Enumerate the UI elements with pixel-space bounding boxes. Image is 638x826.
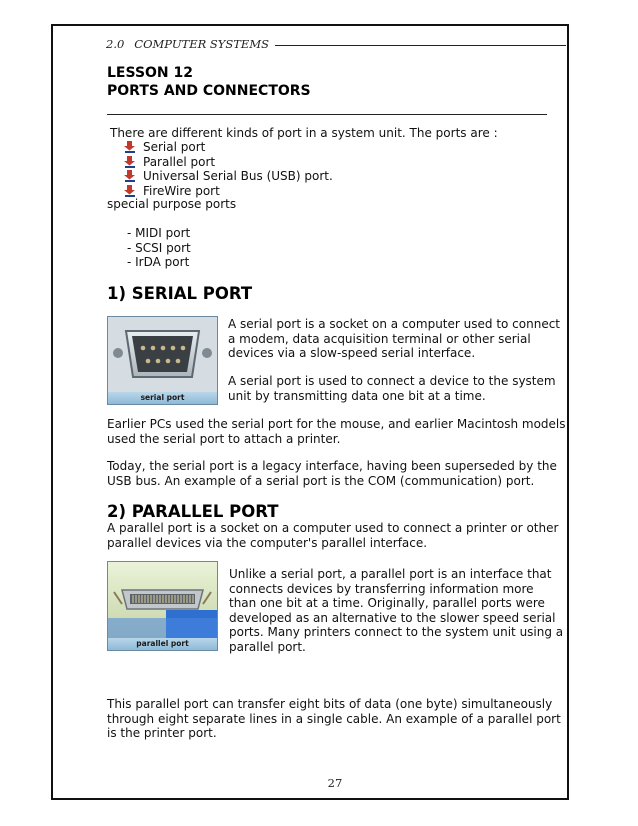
arrow-bullet-icon <box>124 156 137 168</box>
serial-paragraph: A serial port is used to connect a device to the system unit by transmitting data one bit at a time. <box>228 374 556 403</box>
section-heading-serial: 1) SERIAL PORT <box>107 284 253 303</box>
serial-connector-illustration <box>108 317 217 393</box>
parallel-photo-caption: parallel port <box>108 638 217 650</box>
list-item <box>124 140 333 155</box>
lesson-divider <box>107 114 547 115</box>
parallel-paragraph: Unlike a serial port, a parallel port is an interface that connects devices by transferring information more than one bit at a time. Originally, parallel ports were developed as an alternative to the slower speed serial ports. Many printers connect to the system unit using a parallel port. <box>229 567 564 654</box>
lesson-title <box>107 64 557 100</box>
port-label: FireWire port <box>143 183 220 198</box>
parallel-paragraph: A parallel port is a socket on a computer used to connect a printer or other parallel devices via the computer's parallel interface. <box>107 521 559 550</box>
special-port-list <box>127 226 191 270</box>
serial-photo-caption: serial port <box>108 392 217 404</box>
port-label: Parallel port <box>143 154 216 169</box>
lesson-topic: PORTS AND CONNECTORS <box>107 83 311 99</box>
serial-port-photo <box>107 316 218 405</box>
list-item: - SCSI port <box>127 240 191 255</box>
page-number: 27 <box>327 776 343 790</box>
arrow-bullet-icon <box>124 170 137 182</box>
port-list <box>124 140 333 198</box>
serial-paragraph: Earlier PCs used the serial port for the mouse, and earlier Macintosh models used the serial port to attach a printer. <box>107 417 566 446</box>
list-item <box>124 169 333 184</box>
list-item: - MIDI port <box>127 226 191 240</box>
port-label: Serial port <box>143 140 206 154</box>
header-chapter-number: 2.0 <box>106 37 125 51</box>
section-heading-parallel: 2) PARALLEL PORT <box>107 502 279 521</box>
arrow-bullet-icon <box>124 185 137 197</box>
port-label: Universal Serial Bus (USB) port. <box>143 169 333 183</box>
list-item: - IrDA port <box>127 255 190 269</box>
serial-paragraph: A serial port is a socket on a computer used to connect a modem, data acquisition terminal or other serial devices via a slow-speed serial interface. <box>228 317 561 360</box>
parallel-port-photo <box>107 561 218 651</box>
header-rule <box>275 45 566 46</box>
list-item <box>124 155 333 170</box>
serial-paragraph: Today, the serial port is a legacy interface, having been superseded by the USB bus. An example of a serial port is the COM (communication) port. <box>107 459 557 488</box>
running-header <box>106 36 566 52</box>
lesson-number: LESSON 12 <box>107 65 193 81</box>
intro-text: There are different kinds of port in a system unit. The ports are : <box>110 126 498 140</box>
arrow-bullet-icon <box>124 141 137 153</box>
list-item <box>124 184 333 199</box>
parallel-connector-illustration <box>108 562 217 639</box>
special-ports-heading: special purpose ports <box>107 197 237 211</box>
parallel-paragraph: This parallel port can transfer eight bits of data (one byte) simultaneously through eight separate lines in a single cable. An example of a parallel port is the printer port. <box>107 697 561 740</box>
header-chapter-title: COMPUTER SYSTEMS <box>134 37 269 51</box>
